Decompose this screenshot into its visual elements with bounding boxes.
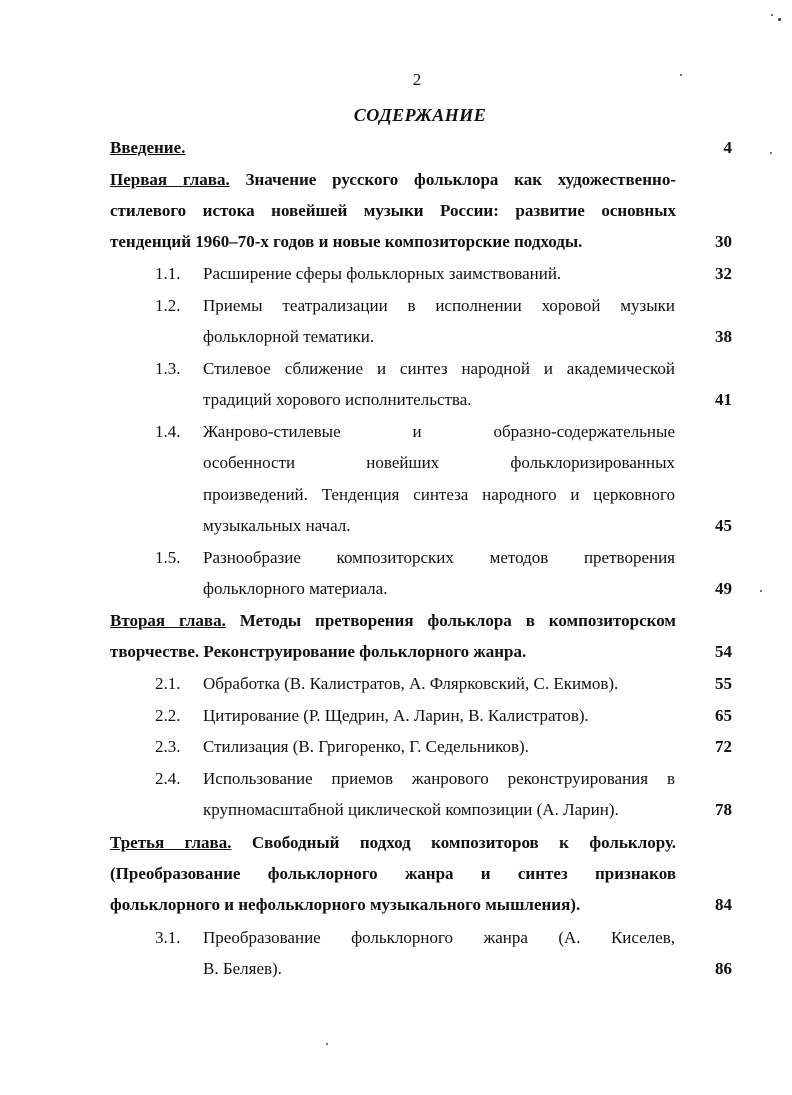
toc-section-title: произведений. Тенденция синтеза народного и церковного <box>203 485 675 504</box>
toc-section-title: Преобразование фольклорного жанра (А. Киселев, <box>203 928 675 947</box>
toc-chapter2-page: 54 <box>715 642 732 661</box>
toc-section-title: Жанрово-стилевые и образно-содержательные <box>203 422 675 441</box>
toc-section-page: 55 <box>715 674 732 693</box>
toc-section-title: Расширение сферы фольклорных заимствований. <box>203 264 562 283</box>
toc-chapter1-line3: тенденций 1960–70-х годов и новые композиторские подходы. <box>110 232 583 251</box>
toc-section-title: Стилевое сближение и синтез народной и академической <box>203 359 675 378</box>
toc-chapter3-page: 84 <box>715 895 732 914</box>
toc-section-page: 49 <box>715 579 732 598</box>
toc-section-title: особенности новейших фольклоризированных <box>203 453 675 472</box>
toc-section-page: 45 <box>715 516 732 535</box>
toc-section-page: 86 <box>715 959 732 978</box>
toc-section-number: 1.1. <box>155 264 181 283</box>
toc-section-page: 72 <box>715 737 732 756</box>
toc-section-title: Стилизация (В. Григоренко, Г. Седельников). <box>203 737 529 756</box>
toc-section-title: традиций хорового исполнительства. <box>203 390 472 409</box>
toc-intro-page: 4 <box>723 138 732 157</box>
toc-chapter3-label: Третья глава. <box>110 833 232 852</box>
toc-chapter1-label: Первая глава. <box>110 170 230 189</box>
toc-section-page: 65 <box>715 706 732 725</box>
toc-section-page: 32 <box>715 264 732 283</box>
toc-chapter3-line3: фольклорного и нефольклорного музыкального мышления). <box>110 895 581 914</box>
toc-section-title: Разнообразие композиторских методов претворения <box>203 548 675 567</box>
toc-section-number: 2.2. <box>155 706 181 725</box>
toc-section-title: Цитирование (Р. Щедрин, А. Ларин, В. Калистратов). <box>203 706 589 725</box>
toc-section-title: фольклорной тематики. <box>203 327 375 346</box>
toc-chapter2-line1: Вторая глава. Методы претворения фольклора в композиторском <box>110 611 676 630</box>
toc-section-number: 2.1. <box>155 674 181 693</box>
toc-chapter1-line2: стилевого истока новейшей музыки России: развитие основных <box>110 201 676 220</box>
toc-chapter2-label: Вторая глава. <box>110 611 226 630</box>
scan-speck <box>680 74 682 76</box>
toc-section-page: 41 <box>715 390 732 409</box>
toc-section-page: 38 <box>715 327 732 346</box>
toc-section-title: Обработка (В. Калистратов, А. Флярковский, С. Екимов). <box>203 674 619 693</box>
toc-section-title: Приемы театрализации в исполнении хоровой музыки <box>203 296 675 315</box>
toc-section-number: 2.3. <box>155 737 181 756</box>
toc-section-number: 1.2. <box>155 296 181 315</box>
toc-chapter3-line2: (Преобразование фольклорного жанра и синтез признаков <box>110 864 676 883</box>
scan-speck <box>771 14 773 16</box>
toc-chapter1-page: 30 <box>715 232 732 251</box>
toc-section-number: 2.4. <box>155 769 181 788</box>
toc-section-title: музыкальных начал. <box>203 516 351 535</box>
toc-section-page: 78 <box>715 800 732 819</box>
toc-section-title: Использование приемов жанрового реконструирования в <box>203 769 675 788</box>
scan-speck <box>326 1043 328 1045</box>
page-title: СОДЕРЖАНИЕ <box>353 105 487 125</box>
toc-section-number: 1.4. <box>155 422 181 441</box>
scan-speck <box>760 590 762 592</box>
toc-intro-label: Введение. <box>110 138 186 157</box>
toc-chapter2-line2: творчестве. Реконструирование фольклорного жанра. <box>110 642 527 661</box>
page-number: 2 <box>412 70 422 89</box>
toc-chapter3-line1: Третья глава. Свободный подход композиторов к фольклору. <box>110 833 677 852</box>
scan-speck <box>778 18 781 21</box>
toc-section-title: В. Беляев). <box>203 959 282 978</box>
toc-section-number: 3.1. <box>155 928 181 947</box>
scan-speck <box>770 152 772 154</box>
toc-section-number: 1.3. <box>155 359 181 378</box>
toc-section-title: крупномасштабной циклической композиции (А. Ларин). <box>203 800 619 819</box>
toc-chapter1-line1: Первая глава. Значение русского фольклора как художественно- <box>110 170 676 189</box>
toc-section-number: 1.5. <box>155 548 181 567</box>
toc-section-title: фольклорного материала. <box>203 579 388 598</box>
